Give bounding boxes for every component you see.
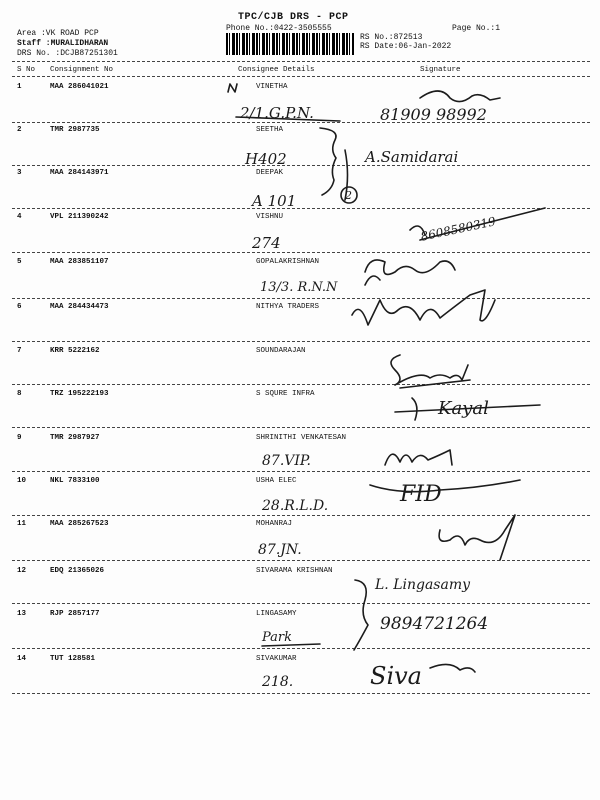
col-signature: Signature [420, 66, 461, 74]
handwritten-signature: Siva [370, 662, 422, 690]
area-label: Area :VK ROAD PCP [17, 29, 99, 38]
row-sno: 8 [17, 390, 22, 398]
handwritten-note: 87.JN. [258, 542, 302, 558]
row-consignee: S SQURE INFRA [256, 390, 315, 398]
handwritten-note: 13/3. R.N.N [260, 280, 338, 295]
row-consignment: TMR 2987927 [50, 434, 100, 442]
row-consignee: VISHNU [256, 213, 284, 221]
bracket-stroke [320, 128, 336, 195]
handwritten-note: A 101 [252, 192, 297, 210]
row-consignee: SHRINITHI VENKATESAN [256, 434, 347, 442]
rs-number: RS No.:872513 [360, 33, 423, 42]
bracket-stroke [345, 150, 348, 200]
handwritten-signature: 8608580319 [419, 214, 497, 244]
row-consignee: GOPALAKRISHNAN [256, 258, 320, 266]
row-consignment: VPL 211390242 [50, 213, 109, 221]
signature-scribble [420, 91, 500, 102]
row-consignment: TUT 128581 [50, 655, 96, 663]
handwritten-note: H402 [245, 150, 287, 168]
row-consignment: MAA 284434473 [50, 303, 109, 311]
handwritten-circled-number: 2 [345, 189, 352, 202]
col-consignee: Consignee Details [238, 66, 315, 74]
row-sno: 14 [17, 655, 27, 663]
signature-scribble [365, 276, 380, 285]
row-sno: 2 [17, 126, 22, 134]
handwritten-note: 87.VIP. [262, 453, 311, 469]
signature-slash [420, 208, 545, 240]
staff-label: Staff :MURALIDHARAN [17, 39, 109, 48]
row-consignee: LINGASAMY [256, 610, 297, 618]
row-sno: 9 [17, 434, 22, 442]
rs-date: RS Date:06-Jan-2022 [360, 42, 452, 51]
row-consignment: NKL 7833100 [50, 477, 100, 485]
row-consignee: MOHANRAJ [256, 520, 293, 528]
phone-number: Phone No.:0422-3505555 [226, 24, 332, 33]
signature-scribble [385, 450, 452, 465]
handwritten-signature: Kayal [438, 398, 489, 419]
sheet-title: TPC/CJB DRS - PCP [238, 12, 349, 23]
check-mark-stroke [228, 84, 237, 92]
underline-stroke [262, 644, 320, 646]
row-sno: 11 [17, 520, 27, 528]
row-sno: 4 [17, 213, 22, 221]
row-sno: 13 [17, 610, 27, 618]
signature-scribble [352, 290, 495, 325]
row-consignment: EDQ 21365026 [50, 567, 105, 575]
underline-stroke [400, 380, 470, 388]
row-consignee: VINETHA [256, 83, 288, 91]
row-consignee: NITHYA TRADERS [256, 303, 320, 311]
handwritten-signature: A.Samidarai [365, 148, 459, 166]
handwritten-note: 274 [252, 234, 281, 252]
handwritten-note: 28.R.L.D. [262, 498, 329, 514]
signature-line [370, 480, 520, 492]
drs-number: DRS No. :DCJB87251301 [17, 49, 118, 58]
col-consignment: Consignment No [50, 66, 114, 74]
handwritten-note: 218. [262, 674, 294, 690]
bracket-stroke [354, 580, 368, 650]
row-consignee: SEETHA [256, 126, 284, 134]
circle-stroke [341, 187, 357, 203]
row-sno: 1 [17, 83, 22, 91]
handwritten-signature: 81909 98992 [380, 105, 487, 124]
handwritten-signature: FID [400, 482, 442, 507]
row-sno: 10 [17, 477, 27, 485]
row-consignment: MAA 285267523 [50, 520, 109, 528]
row-consignment: MAA 284143971 [50, 169, 109, 177]
handwritten-note: 2/1.G.P.N. [240, 104, 314, 122]
row-consignee: USHA ELEC [256, 477, 297, 485]
row-consignment: TMR 2987735 [50, 126, 100, 134]
row-sno: 7 [17, 347, 22, 355]
col-sno: S No [17, 66, 36, 74]
row-consignment: KRR 5222162 [50, 347, 100, 355]
page-number: Page No.:1 [452, 24, 501, 33]
row-consignee: SIVARAMA KRISHNAN [256, 567, 333, 575]
signature-scribble [365, 260, 455, 275]
handwritten-signature: L. Lingasamy [375, 577, 471, 593]
row-sno: 6 [17, 303, 22, 311]
underline-stroke [236, 117, 340, 121]
signature-scribble [439, 515, 515, 560]
handwritten-note: Park [262, 630, 293, 645]
row-sno: 12 [17, 567, 27, 575]
row-consignment: MAA 283851107 [50, 258, 109, 266]
row-consignee: DEEPAK [256, 169, 284, 177]
row-sno: 5 [17, 258, 22, 266]
row-sno: 3 [17, 169, 22, 177]
row-consignment: TRZ 195222193 [50, 390, 109, 398]
row-consignment: RJP 2857177 [50, 610, 100, 618]
row-consignee: SIVAKUMAR [256, 655, 297, 663]
row-consignment: MAA 286041021 [50, 83, 109, 91]
signature-scribble [412, 398, 417, 420]
handwritten-phone: 9894721264 [380, 614, 489, 634]
row-consignee: SOUNDARAJAN [256, 347, 306, 355]
signature-scribble [410, 226, 425, 235]
signature-scribble [391, 355, 468, 385]
signature-scribble [430, 664, 475, 672]
